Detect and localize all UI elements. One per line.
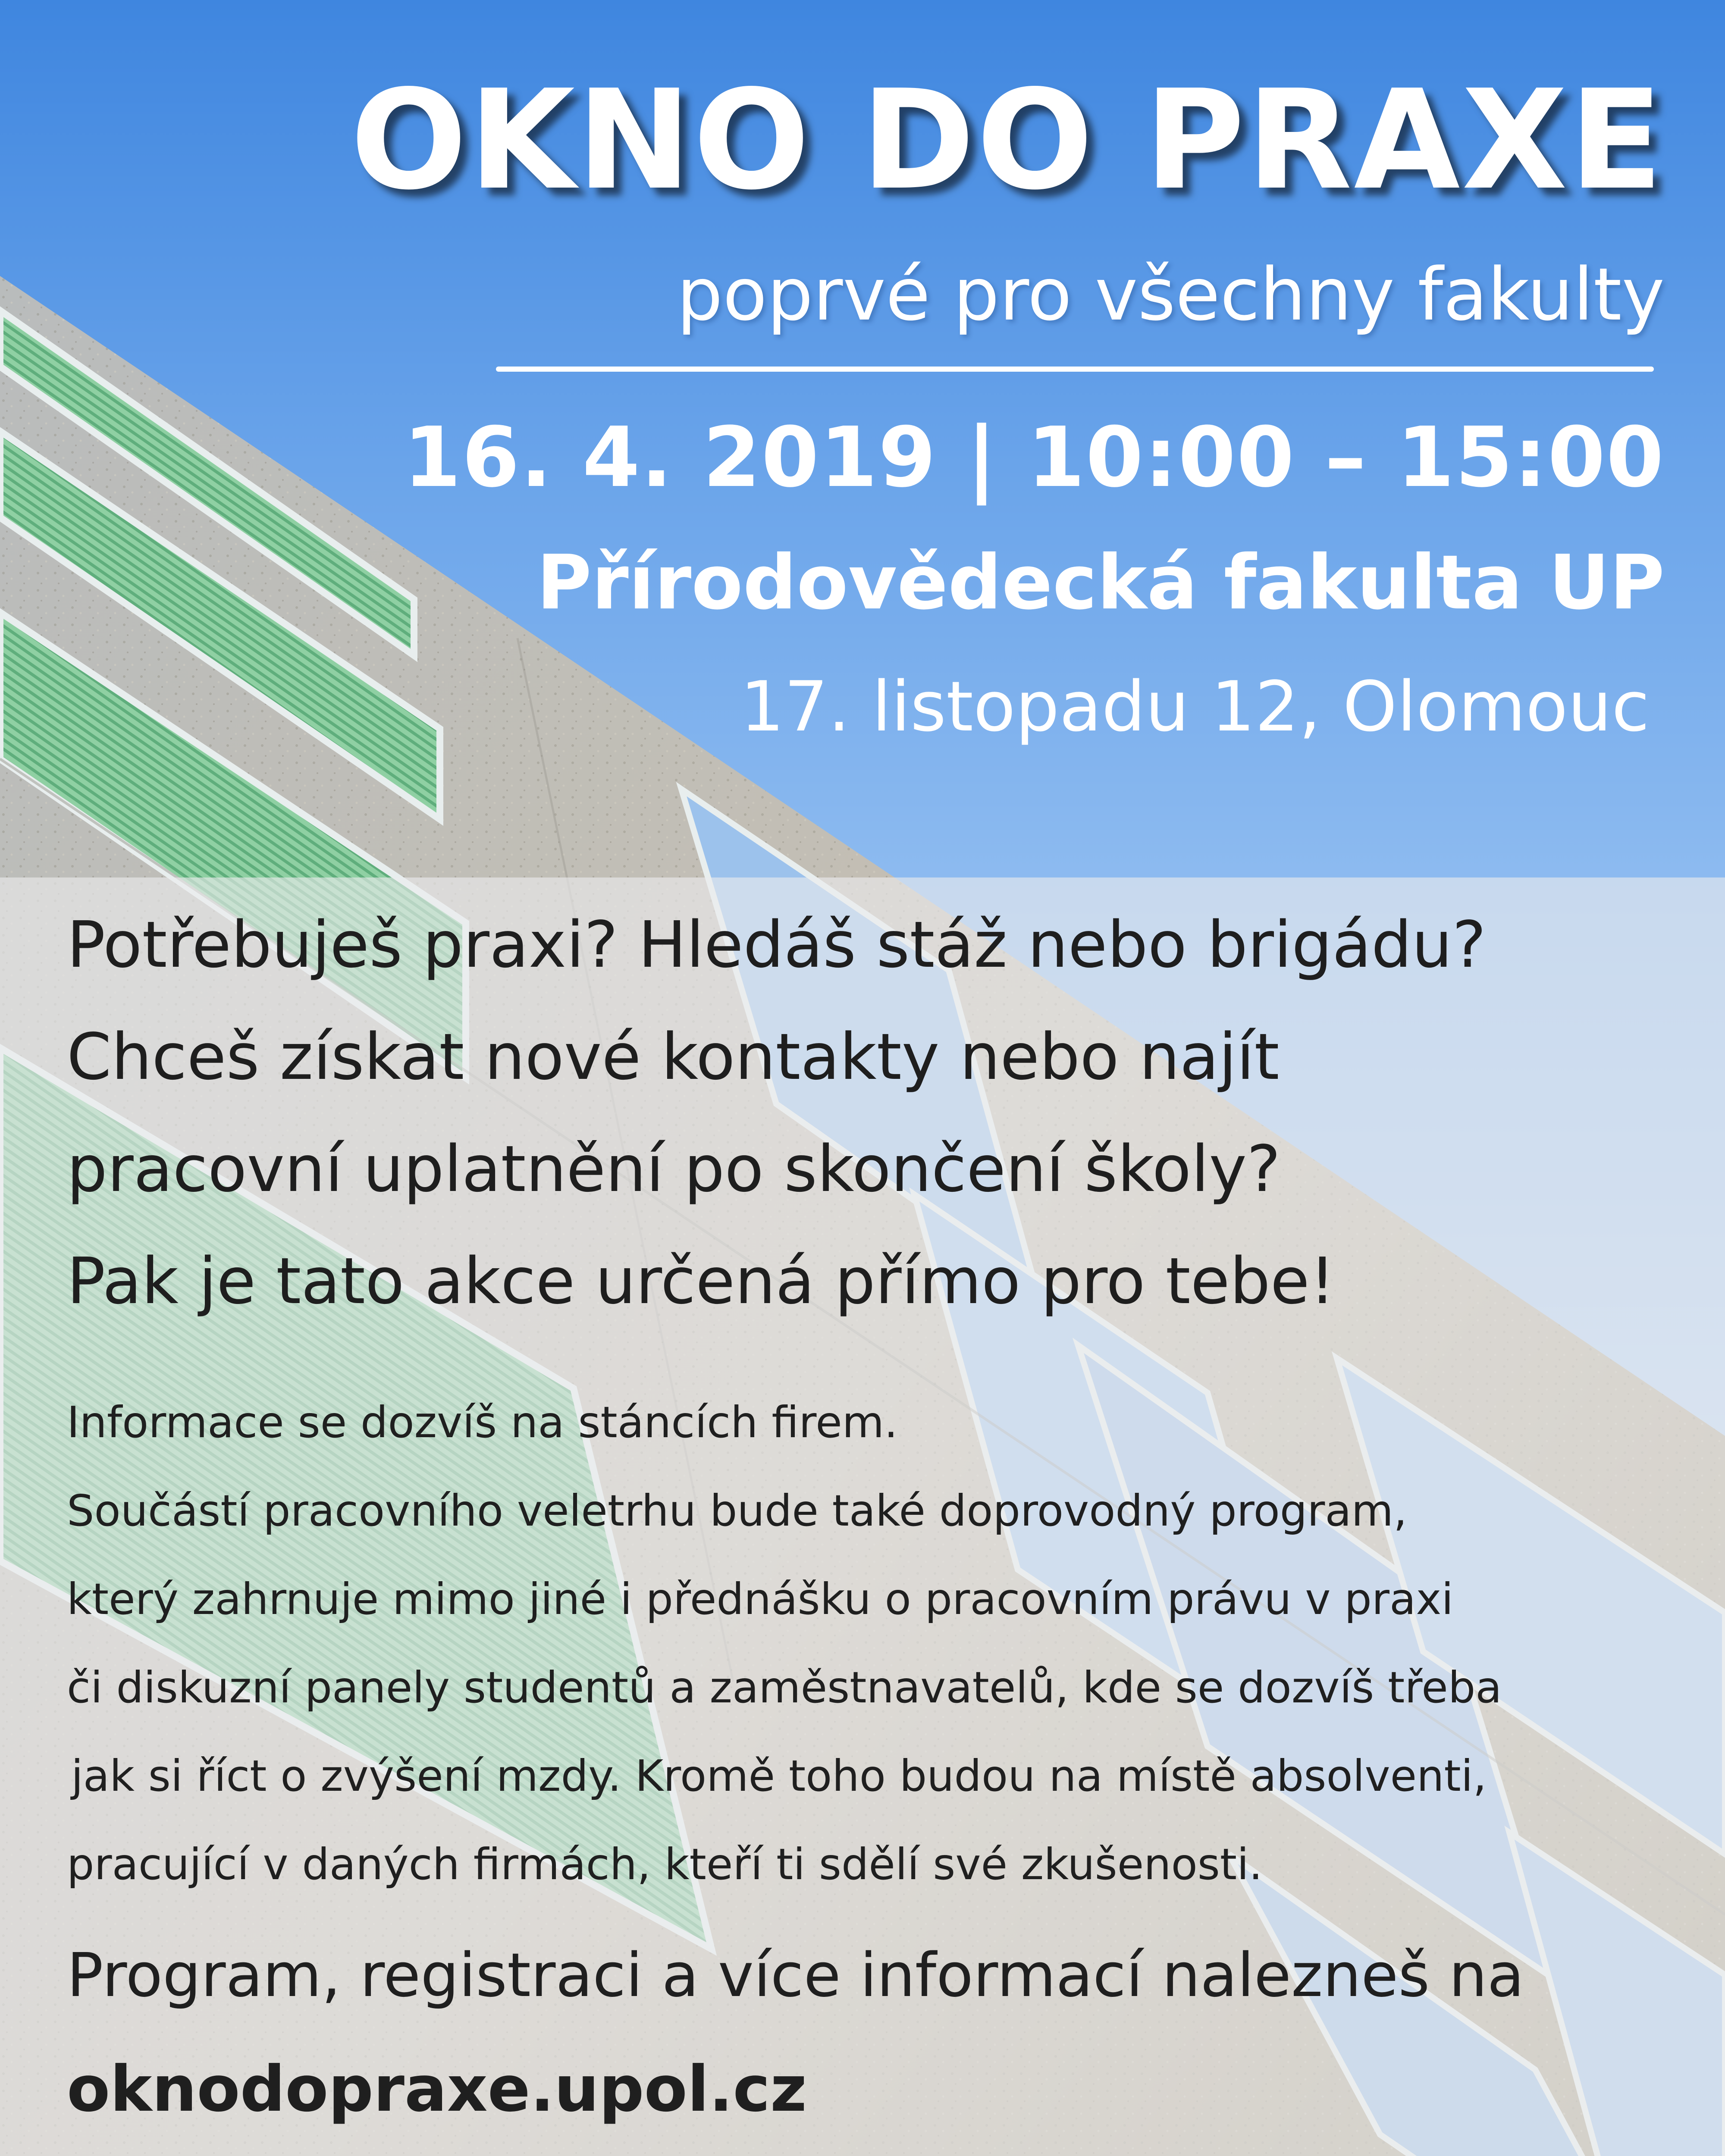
header-divider <box>496 367 1654 372</box>
event-subtitle: poprvé pro všechny fakulty <box>677 252 1665 337</box>
info-line: Informace se dozvíš na stáncích firem. <box>67 1397 898 1448</box>
call-to-action: Program, registraci a více informací nalezneš na <box>67 1940 1524 2011</box>
event-venue-faculty: Přírodovědecká fakulta UP <box>536 539 1665 627</box>
event-address: 17. listopadu 12, Olomouc <box>740 666 1650 747</box>
info-line: který zahrnuje mimo jiné i přednášku o pracovním právu v praxi <box>67 1574 1454 1624</box>
event-website-link[interactable]: oknodopraxe.upol.cz <box>67 2053 807 2126</box>
event-date-time: 16. 4. 2019 | 10:00 – 15:00 <box>403 410 1665 506</box>
info-line: či diskuzní panely studentů a zaměstnavatelů, kde se dozvíš třeba <box>67 1662 1502 1713</box>
question-line: Chceš získat nové kontakty nebo najít <box>67 1020 1280 1094</box>
question-line: Potřebuješ praxi? Hledáš stáž nebo brigádu? <box>67 908 1487 982</box>
question-line: Pak je tato akce určená přímo pro tebe! <box>67 1244 1336 1318</box>
question-line: pracovní uplatnění po skončení školy? <box>67 1132 1281 1206</box>
info-line: Součástí pracovního veletrhu bude také doprovodný program, <box>67 1485 1407 1536</box>
info-line: pracující v daných firmách, kteří ti sdělí své zkušenosti. <box>67 1839 1263 1890</box>
info-line: jak si říct o zvýšení mzdy. Kromě toho budou na místě absolventi, <box>71 1751 1487 1801</box>
event-title: OKNO DO PRAXE <box>350 60 1665 220</box>
